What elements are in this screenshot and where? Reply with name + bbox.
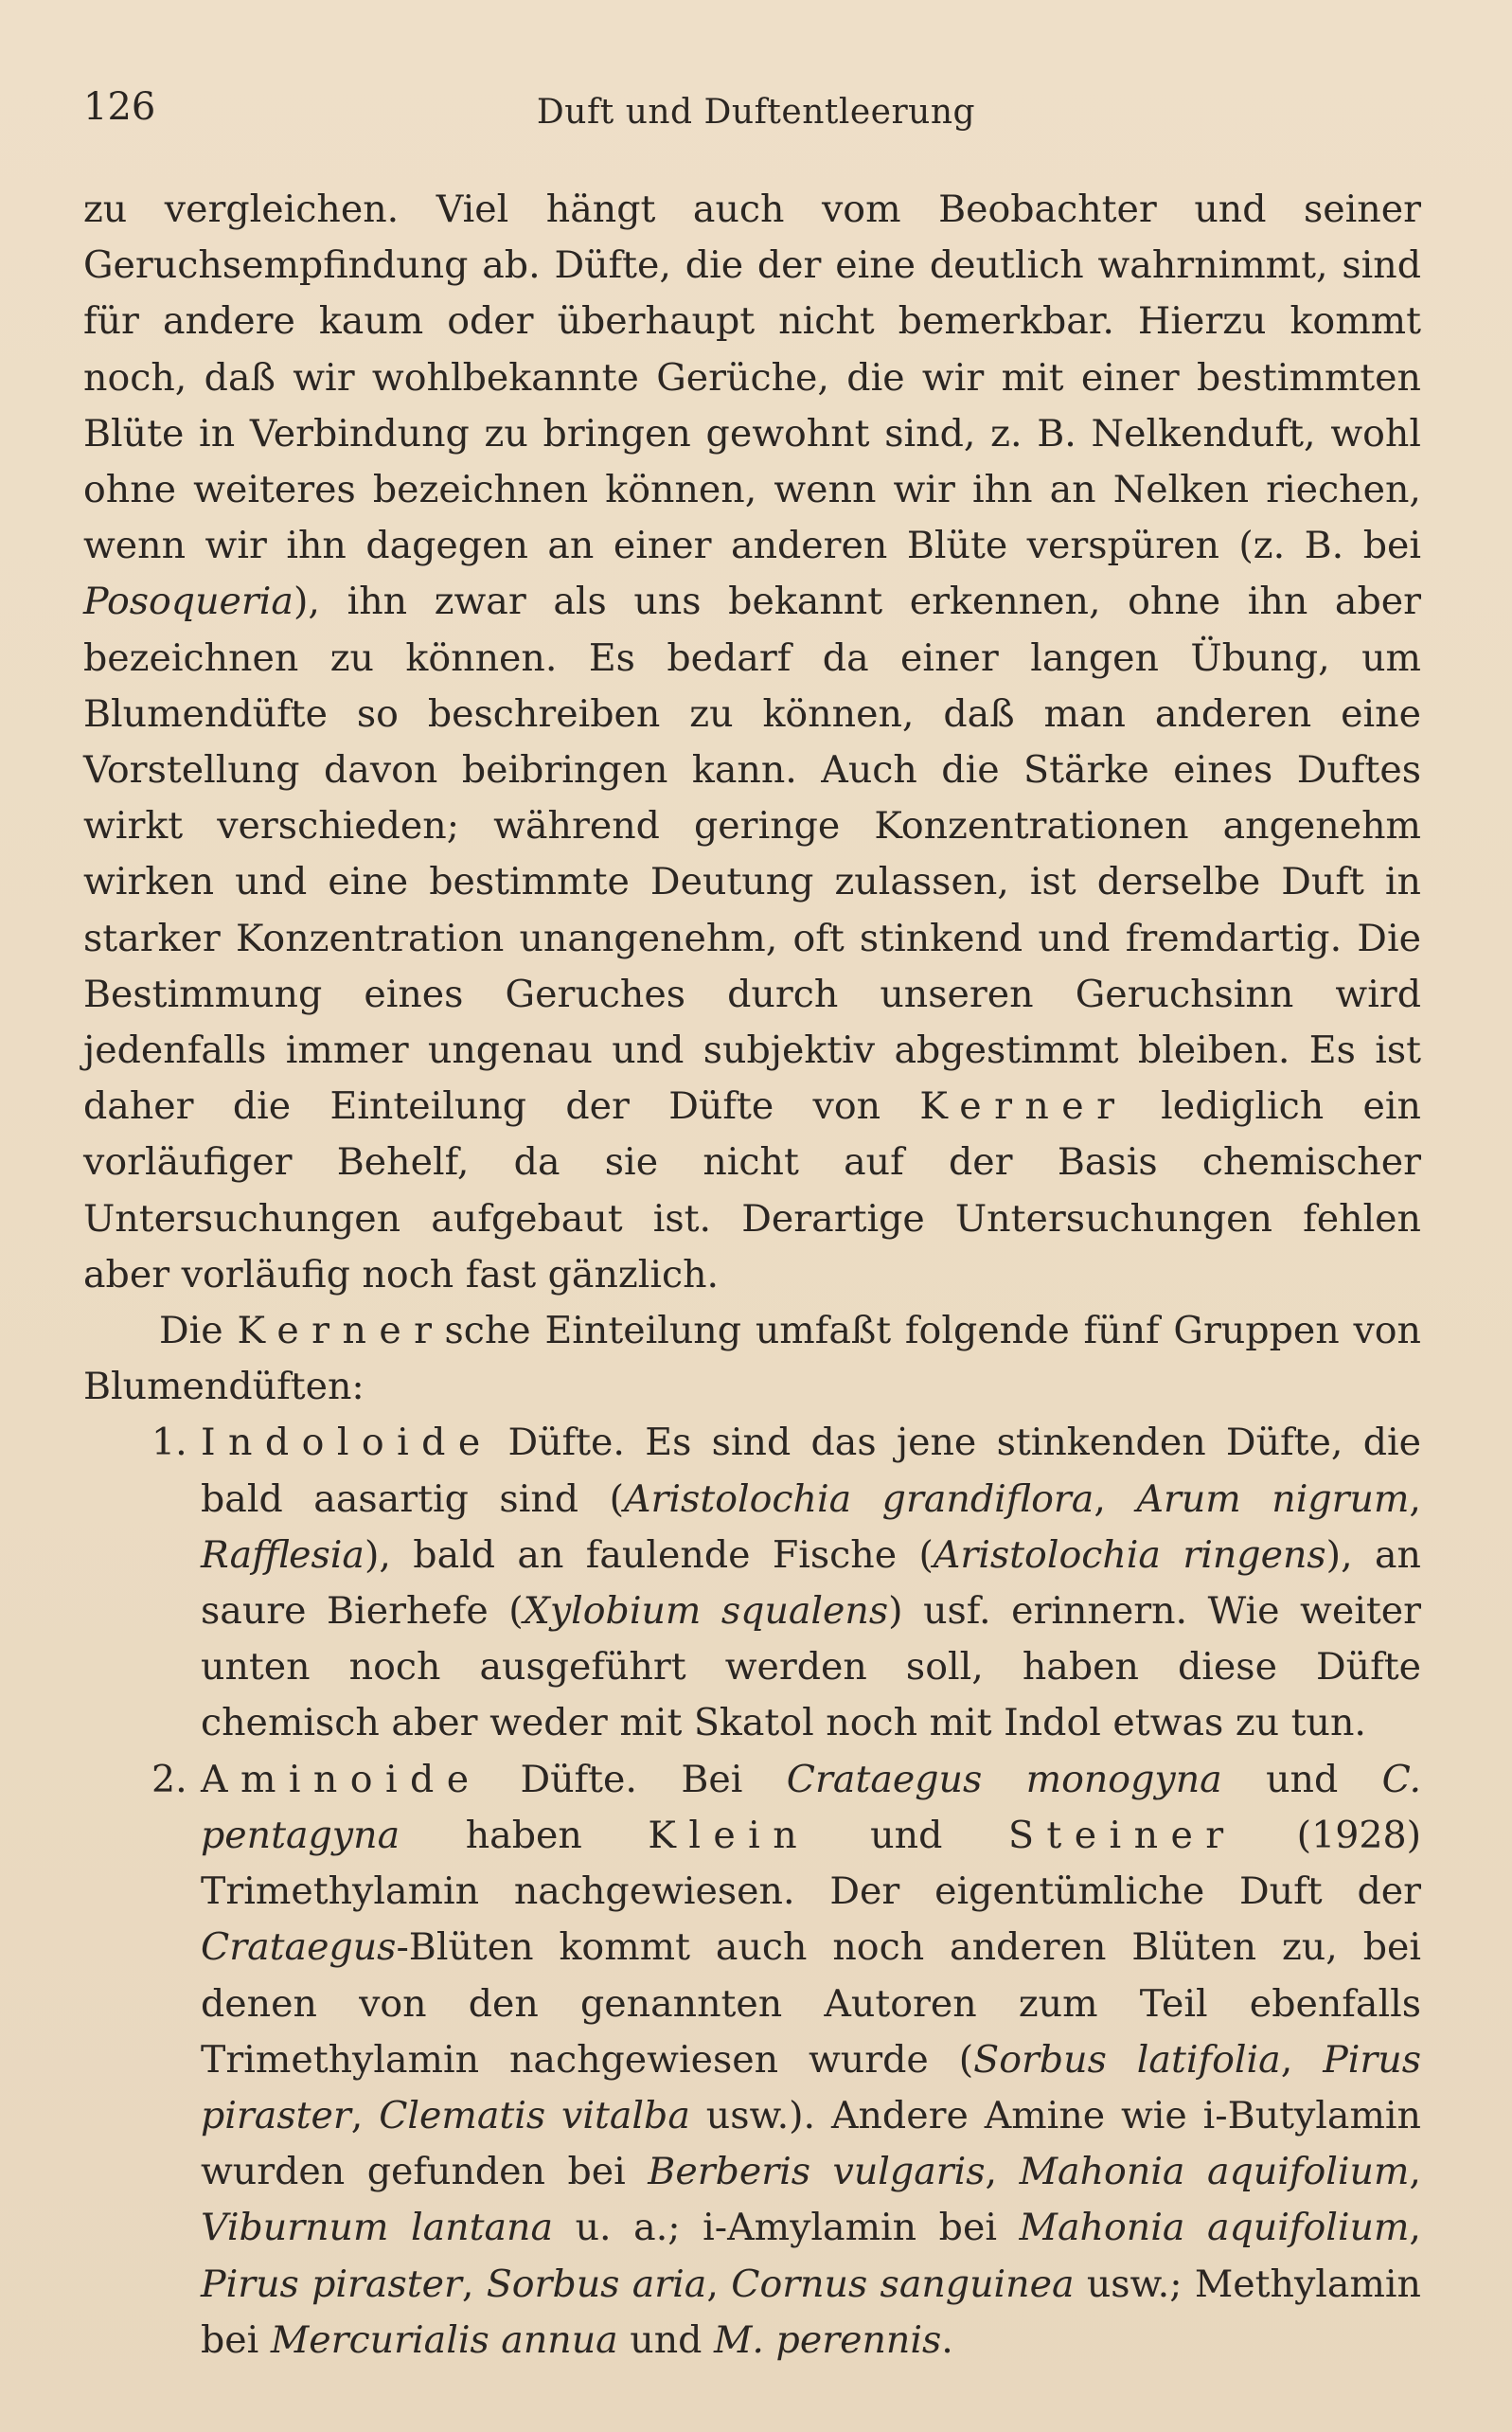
text-run: usw.; Methylamin bei [201, 2262, 1421, 2362]
species-name: Clematis vitalba [379, 2093, 690, 2137]
species-name: Mahonia aquifolium [1019, 2150, 1410, 2194]
species-name: Mahonia aquifolium [1019, 2206, 1410, 2250]
text-run: , [1094, 1476, 1137, 1521]
text-run: Die [159, 1309, 238, 1353]
list-number: 1. [151, 1421, 187, 1465]
text-run: , [461, 2262, 487, 2306]
text-run: (1928) Trimethylamin nachgewiesen. Der eigentümliche Duft der [201, 1813, 1422, 1914]
species-name: Crataegus monogyna [786, 1757, 1222, 1801]
scent-groups-list [83, 1415, 1421, 2368]
page-body [83, 182, 1421, 2369]
text-run: , [1409, 1476, 1421, 1521]
list-item-indoloid [83, 1415, 1421, 1751]
list-item-aminoid [83, 1752, 1421, 2369]
text-run: Düfte. Bei [476, 1757, 787, 1801]
text-run: ) usf. erinnern. Wie weiter unten noch ausgeführt werden soll, haben diese Düfte chemisch aber weder mit Skatol noch mit Indol etwas zu tun. [201, 1589, 1421, 1745]
species-name: Posoqueria [83, 580, 294, 624]
species-name: Berberis vulgaris [648, 2150, 986, 2194]
list-number: 2. [151, 1757, 187, 1801]
text-run: sche Einteilung umfaßt folgende fünf Gruppen von Blumendüften: [83, 1309, 1421, 1409]
species-name: Arum nigrum [1136, 1476, 1410, 1521]
text-run: ), ihn zwar als uns bekannt erkennen, ohne ihn aber bezeichnen zu können. Es bedarf da einer langen Übung, um Blumendüfte so beschreiben zu können, daß man anderen eine Vorstellung davon beibringen kann. Auch die Stärke eines Duftes wirkt verschieden; während geringe Konzentrationen angenehm wirken und eine bestimmte Deutung zulassen, ist derselbe Duft in starker Konzentration unangenehm, oft stinkend und fremdartig. Die Bestimmung eines Geruches durch unseren Geruchsinn wird jedenfalls immer ungenau und subjektiv abgestimmt bleiben. Es ist daher die Einteilung der Düfte von [83, 580, 1421, 1129]
text-run: , [706, 2262, 732, 2306]
text-run: -Blüten kommt auch noch anderen Blüten zu, bei denen von den genannten Autoren zum Teil ebenfalls Trimethylamin nachgewiesen wurde ( [201, 1925, 1421, 2082]
species-name: Aristolochia grandiflora [624, 1476, 1094, 1521]
author-name: Steiner [1007, 1813, 1236, 1857]
text-run: , [985, 2150, 1020, 2194]
text-run: , [350, 2093, 380, 2137]
author-name: Kerner [919, 1084, 1128, 1129]
text-run: und [617, 2317, 714, 2362]
species-name: Aristolochia ringens [933, 1532, 1326, 1577]
species-name: C. pentagyna [201, 1757, 1421, 1857]
text-run: Düfte. Es sind das jene stinkenden Düfte, die bald aasartig sind ( [201, 1421, 1421, 1521]
author-name: Klein [648, 1813, 810, 1857]
species-name: Rafflesia [201, 1532, 365, 1577]
species-name: Sorbus latifolia [973, 2037, 1281, 2082]
text-run: , [1409, 2206, 1421, 2250]
text-run: und [804, 1813, 1008, 1857]
species-name: Mercurialis annua [270, 2317, 618, 2362]
text-run: . [941, 2317, 953, 2362]
text-run: zu vergleichen. Viel hängt auch vom Beobachter und seiner Geruchsempfindung ab. Düfte, die der eine deutlich wahrnimmt, sind für andere kaum oder überhaupt nicht bemerkbar. Hierzu kommt noch, daß wir wohlbekannte Gerüche, die wir mit einer bestimmten Blüte in Verbindung zu bringen gewohnt sind, z. B. Nelkenduft, wohl ohne weiteres bezeichnen können, wenn wir ihn an Nelken riechen, wenn wir ihn dagegen an einer anderen Blüte verspüren (z. B. bei [83, 188, 1421, 568]
text-run: u. a.; i-Amylamin bei [553, 2206, 1020, 2250]
text-run: , [1409, 2150, 1421, 2194]
species-name: Pirus piraster [201, 2037, 1421, 2137]
paragraph-scent-perception [83, 182, 1421, 1303]
group-term: Indoloide [201, 1421, 493, 1465]
species-name: Viburnum lantana [201, 2206, 554, 2250]
species-name: Sorbus aria [486, 2262, 707, 2306]
running-head: Duft und Duftentleerung [536, 93, 976, 132]
text-run: ), bald an faulende Fische ( [364, 1532, 934, 1577]
paragraph-kerner-classification [83, 1303, 1421, 1415]
species-name: Cornus sanguinea [731, 2262, 1075, 2306]
text-run: lediglich ein vorläufiger Behelf, da sie nicht auf der Basis chemischer Untersuchungen aufgebaut ist. Derartige Untersuchungen fehlen aber vorläufig noch fast gänzlich. [83, 1084, 1421, 1296]
species-name: M. perennis [713, 2317, 942, 2362]
species-name: Crataegus [201, 1925, 397, 1970]
text-run: usw.). Andere Amine wie i-Butylamin wurden gefunden bei [201, 2093, 1421, 2194]
author-name: Kerner [237, 1309, 445, 1353]
text-run: und [1221, 1757, 1382, 1801]
group-term: Aminoide [201, 1757, 482, 1801]
page-number: 126 [83, 85, 156, 129]
text-run: ), an saure Bierhefe ( [201, 1532, 1421, 1634]
text-run: haben [400, 1813, 649, 1857]
text-run: , [1280, 2037, 1324, 2082]
page-header [83, 85, 1429, 142]
species-name: Pirus piraster [201, 2262, 462, 2306]
species-name: Xylobium squalens [523, 1589, 889, 1634]
